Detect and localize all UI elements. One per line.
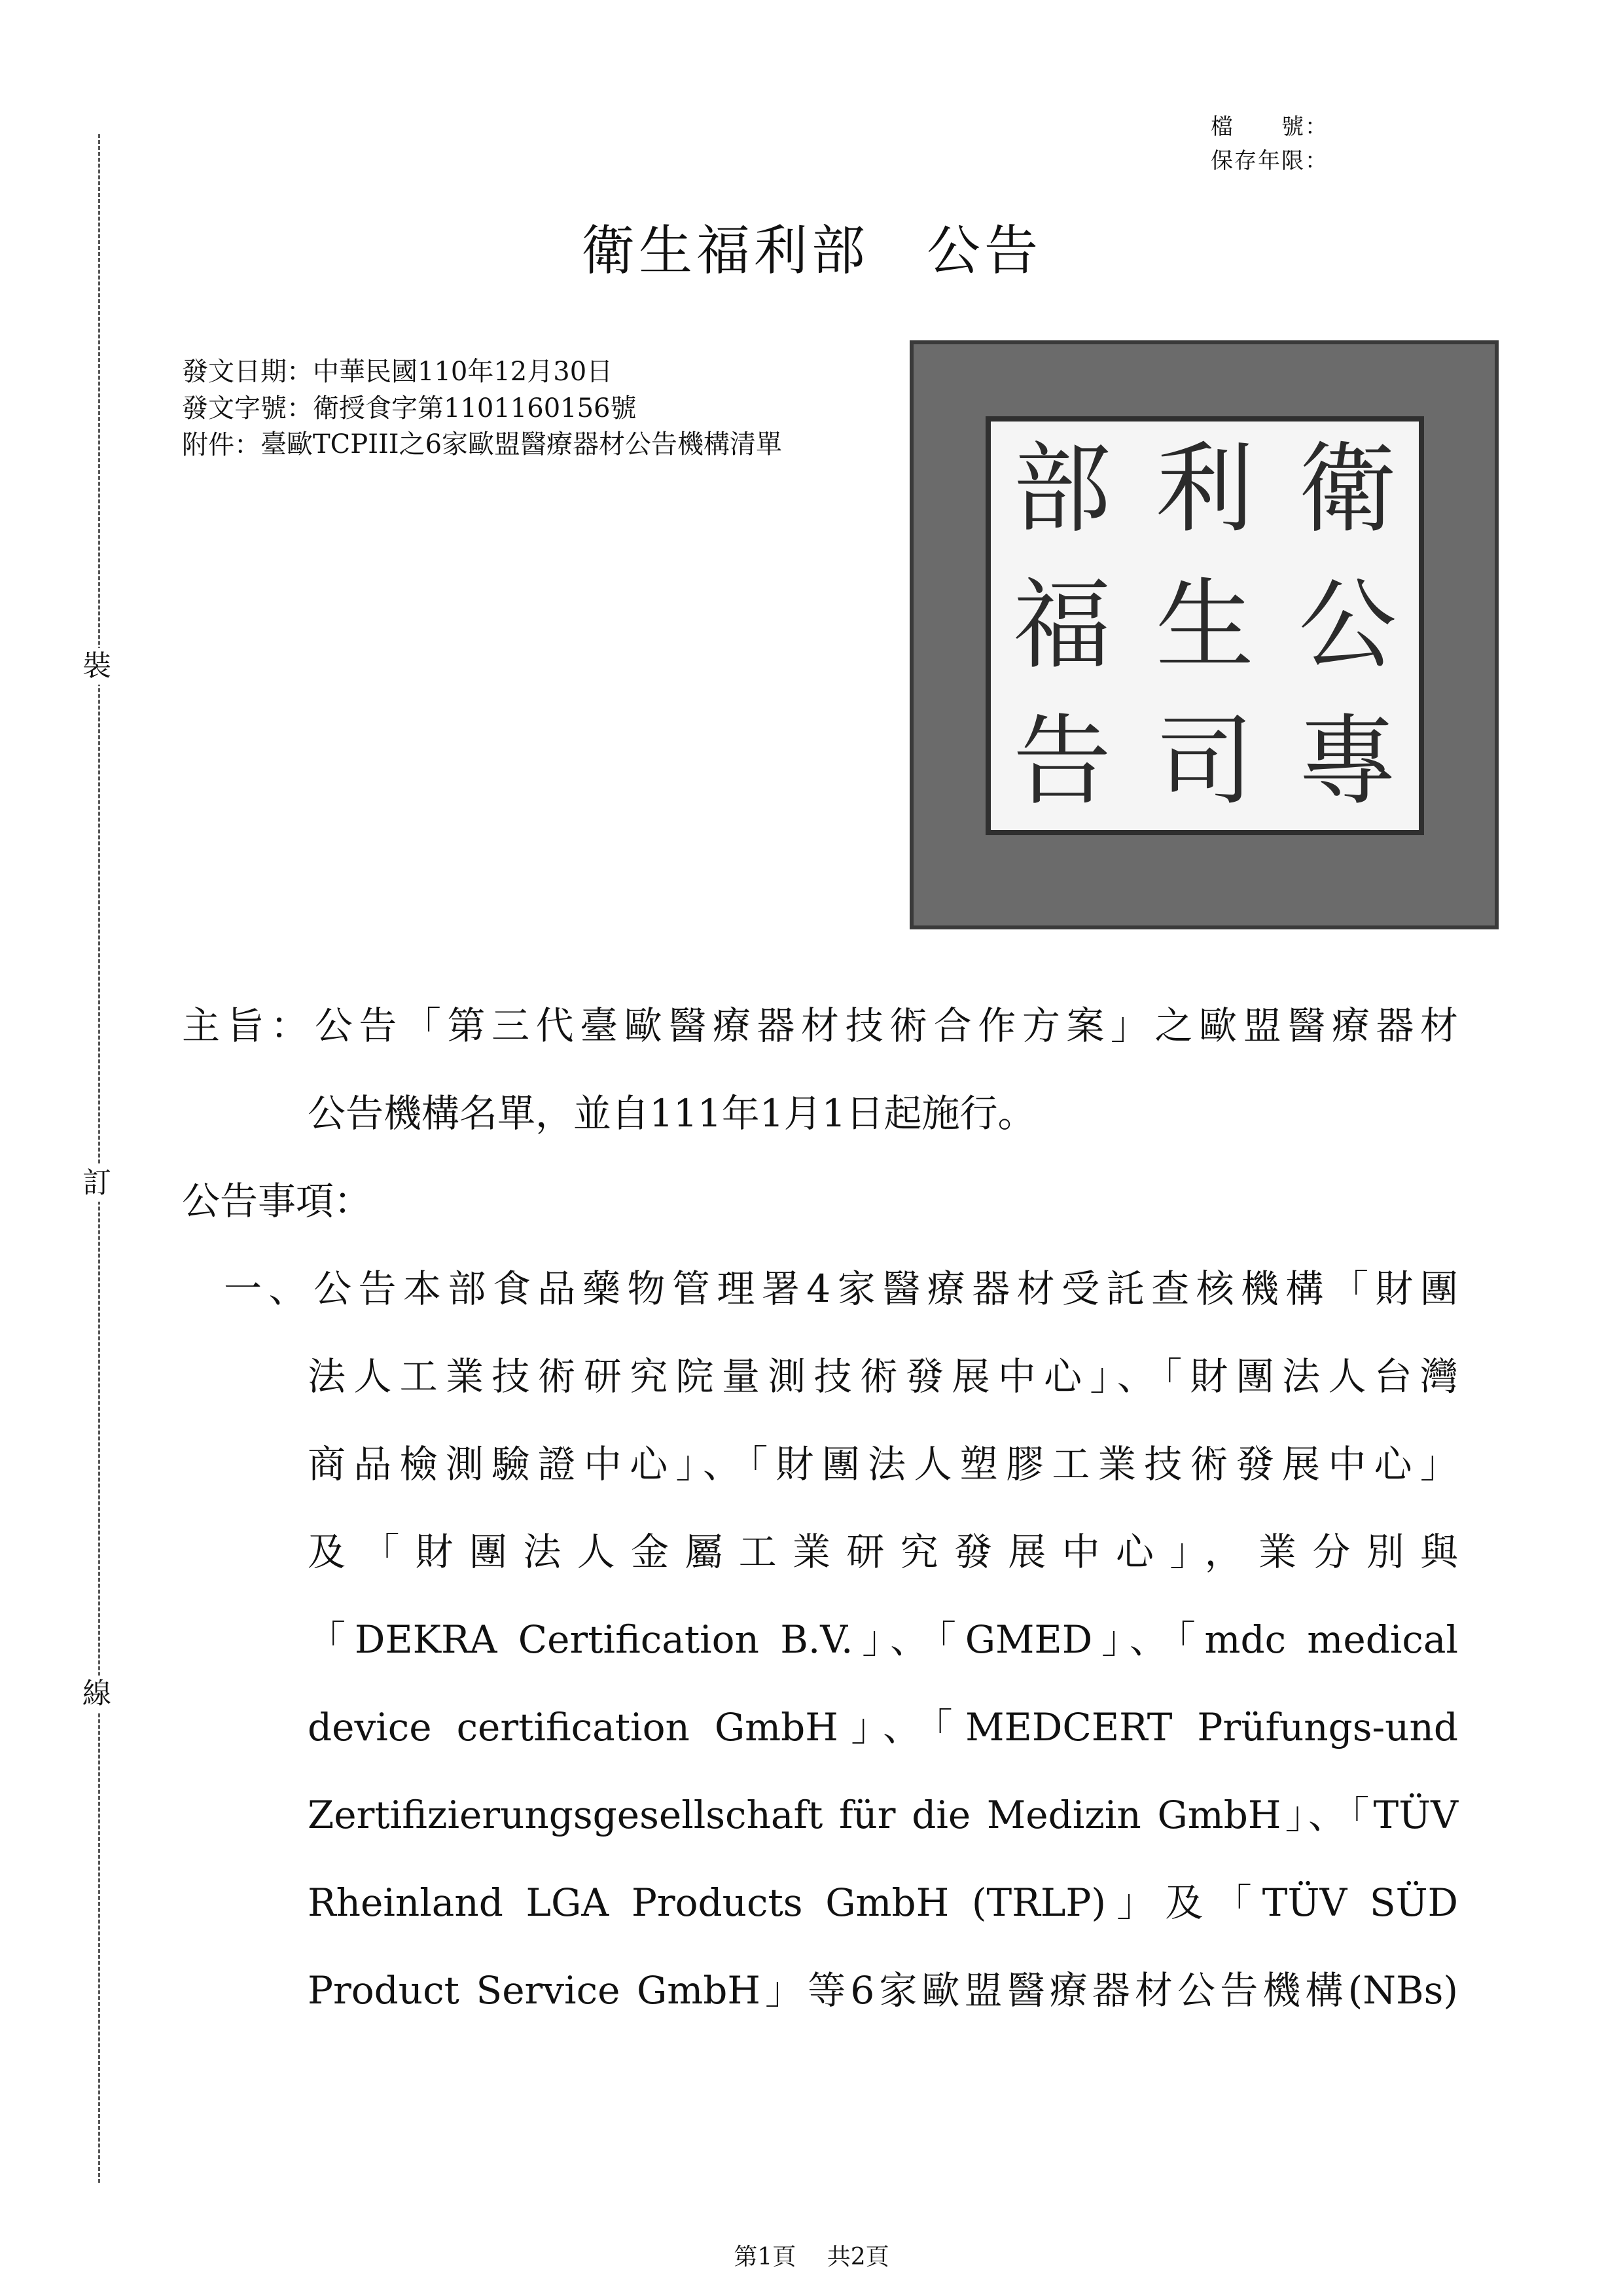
item1-line: Rheinland LGA Products GmbH (TRLP)」及「TÜV SÜD [308,1880,1458,1925]
issue-date-label: 發文日期： [182,357,313,387]
item1-line: 「DEKRA Certification B.V.」、「GMED」、「mdc medical [308,1617,1458,1662]
seal-glyph: 衛 [1298,433,1397,547]
attachment-row [182,427,902,463]
item1-line: Product Service GmbH」等6家歐盟醫療器材公告機構(NBs) [308,1968,1458,2013]
document-number-value: 衛授食字第1101160156號 [313,393,637,423]
page-footer [0,2238,1623,2272]
attachment-label: 附件： [182,430,260,460]
seal-glyph: 利 [1155,433,1254,547]
binding-char-1: 裝 [82,648,111,685]
seal-glyph: 公 [1298,569,1397,683]
subject-line-2: 公告機構名單，並自111年1月1日起施行。 [308,1091,1036,1136]
item1-line: 一、公告本部食品藥物管理署4家醫療器材受託查核機構「財團 [224,1266,1458,1311]
notice-body [182,982,1458,2034]
file-number-label: 檔 號： [1211,114,1329,140]
document-number-label: 發文字號： [182,393,313,423]
seal-glyph-grid [986,416,1424,835]
binding-margin-line [98,134,100,2183]
retention-period-label: 保存年限： [1211,148,1329,174]
item1-line: 法人工業技術研究院量測技術發展中心」、「財團法人台灣 [308,1354,1458,1399]
document-header [182,353,902,463]
seal-glyph: 司 [1155,705,1254,819]
binding-char-3: 線 [82,1676,111,1712]
item1-line: device certification GmbH」、「MEDCERT Prüfungs-und [308,1705,1458,1749]
seal-glyph: 告 [1012,705,1111,819]
notice-heading: 公告事項： [182,1179,372,1223]
attachment-value: 臺歐TCPIII之6家歐盟醫療器材公告機構清單 [260,429,783,459]
item1-line: 及「財團法人金屬工業研究發展中心」，業分別與 [308,1530,1458,1574]
item1-line: Zertifizierungsgesellschaft für die Medizin GmbH」、「TÜV [308,1793,1458,1837]
binding-char-2: 訂 [82,1165,111,1202]
file-meta [1211,110,1329,178]
page-number: 第1頁 [734,2244,796,2270]
seal-glyph: 生 [1155,569,1254,683]
subject-line-1: 主旨：公告「第三代臺歐醫療器材技術合作方案」之歐盟醫療器材 [182,1003,1458,1048]
seal-glyph: 專 [1298,705,1397,819]
document-number-row [182,390,902,427]
page-title: 衛生福利部 公告 [580,220,1042,282]
issue-date-row [182,353,902,390]
official-seal [910,340,1499,929]
seal-glyph: 福 [1012,569,1111,683]
page-total: 共2頁 [827,2244,889,2270]
item1-line: 商品檢測驗證中心」、「財團法人塑膠工業技術發展中心」 [308,1442,1458,1486]
issue-date-value: 中華民國110年12月30日 [313,357,613,387]
seal-glyph: 部 [1012,433,1111,547]
